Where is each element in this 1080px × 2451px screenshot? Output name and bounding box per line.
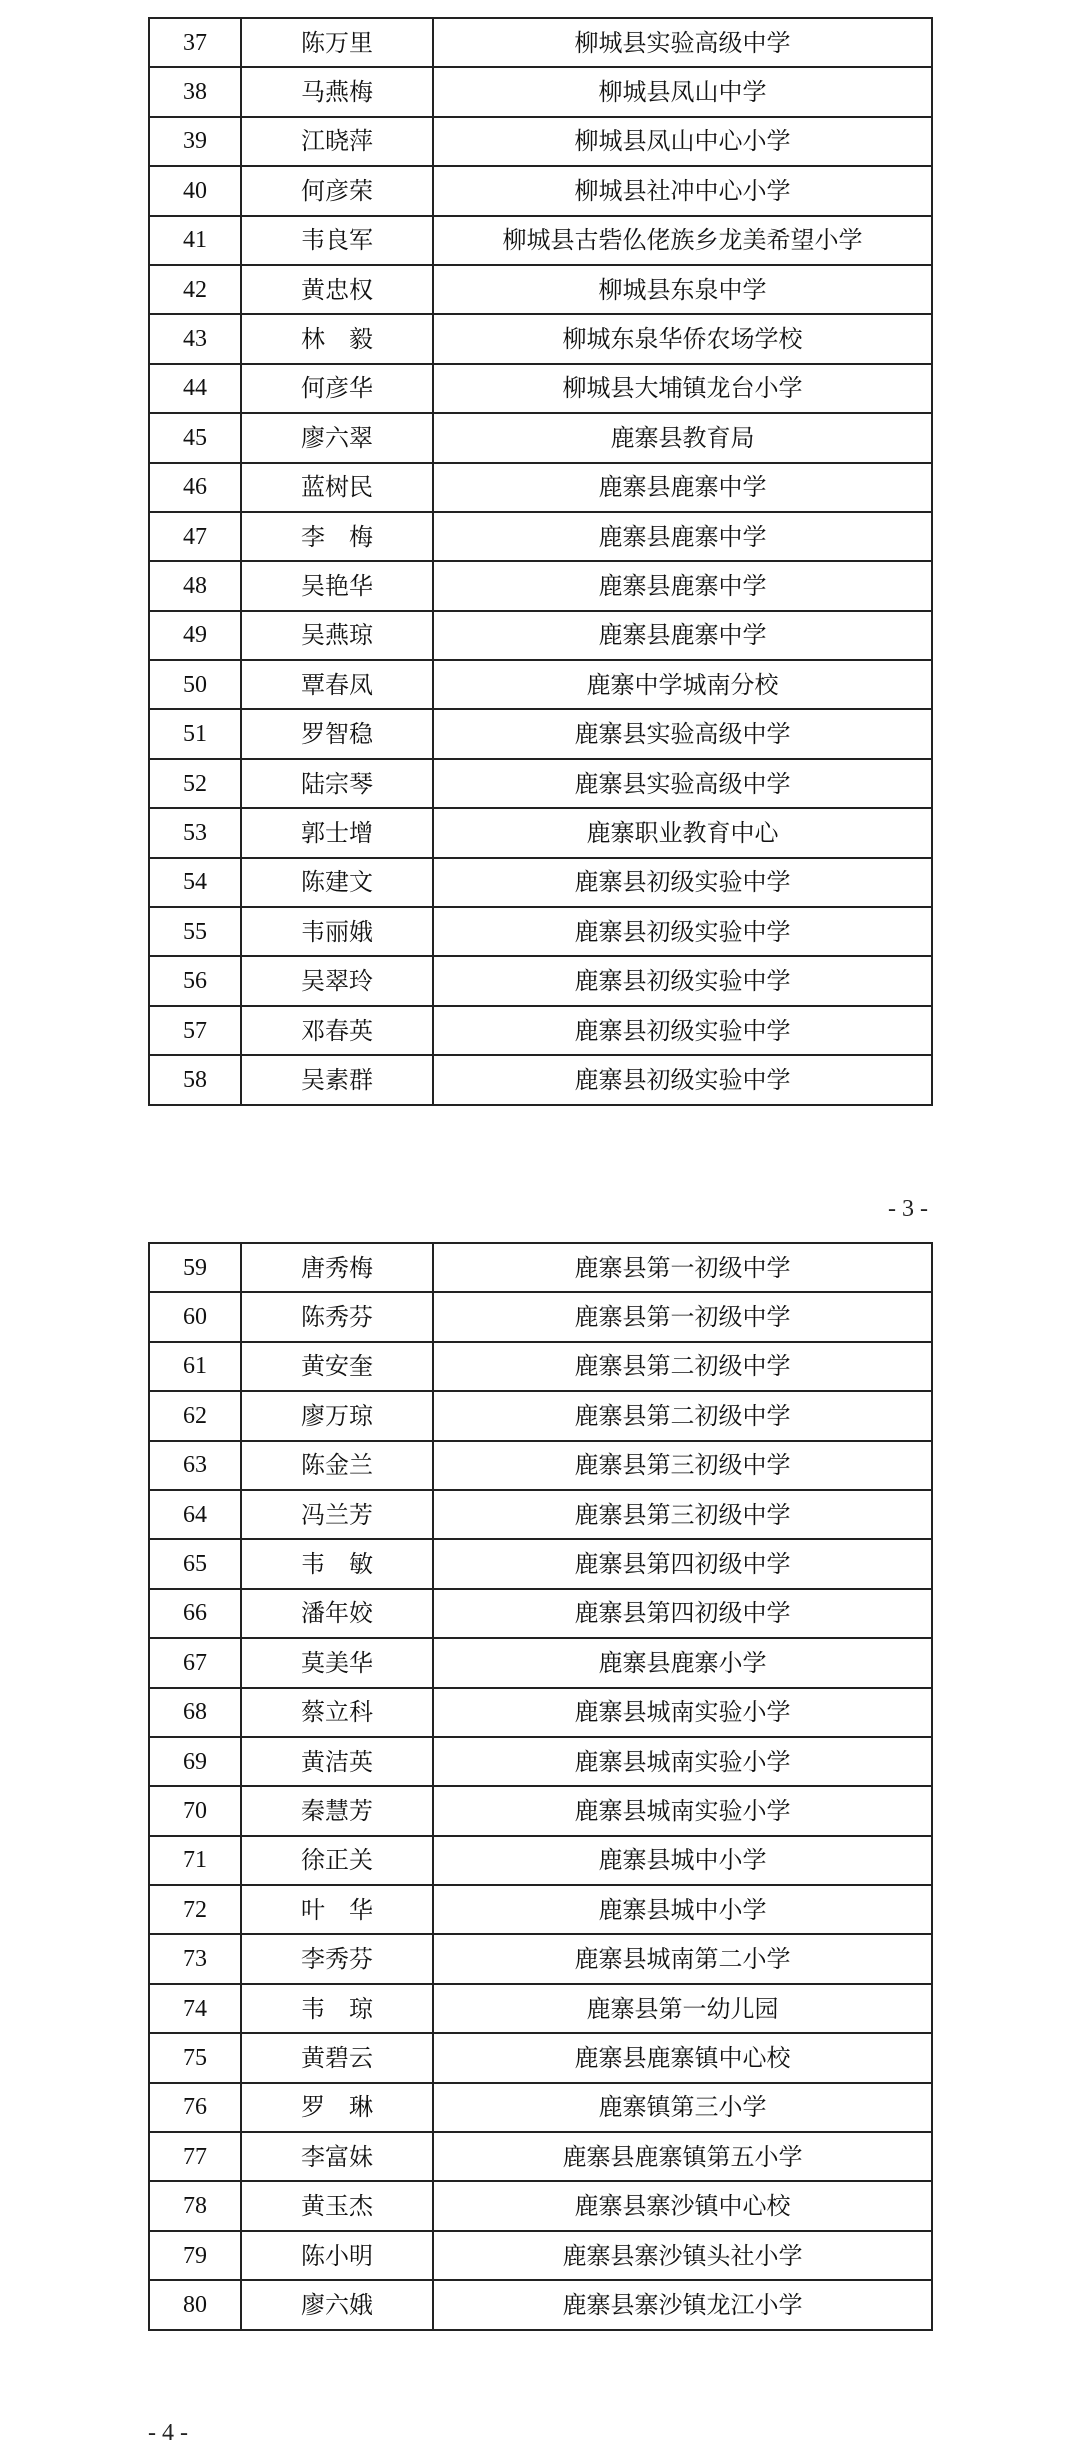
person-name-cell: 廖六娥 (241, 2280, 433, 2329)
work-unit-cell: 鹿寨县第三初级中学 (433, 1490, 932, 1539)
work-unit-cell: 柳城县凤山中心小学 (433, 117, 932, 166)
person-name-cell: 吴燕琼 (241, 611, 433, 660)
table-row (149, 1342, 932, 1391)
row-number-cell: 54 (149, 858, 241, 907)
row-number-cell: 45 (149, 413, 241, 462)
work-unit-cell: 鹿寨县城中小学 (433, 1836, 932, 1885)
row-number-cell: 51 (149, 709, 241, 758)
table-row (149, 18, 932, 67)
person-name-cell: 黄碧云 (241, 2033, 433, 2082)
person-name-cell: 陈秀芬 (241, 1292, 433, 1341)
person-name-cell: 邓春英 (241, 1006, 433, 1055)
person-name-cell: 黄安奎 (241, 1342, 433, 1391)
person-name-cell: 徐正关 (241, 1836, 433, 1885)
table-row (149, 1292, 932, 1341)
person-name-cell: 郭士增 (241, 808, 433, 857)
roster-table-body (149, 18, 932, 1105)
row-number-cell: 72 (149, 1885, 241, 1934)
row-number-cell: 60 (149, 1292, 241, 1341)
person-name-cell: 陈金兰 (241, 1441, 433, 1490)
table-row (149, 808, 932, 857)
person-name-cell: 吴翠玲 (241, 956, 433, 1005)
work-unit-cell: 鹿寨县第四初级中学 (433, 1589, 932, 1638)
row-number-cell: 77 (149, 2132, 241, 2181)
table-row (149, 956, 932, 1005)
work-unit-cell: 鹿寨县城南第二小学 (433, 1934, 932, 1983)
row-number-cell: 74 (149, 1984, 241, 2033)
row-number-cell: 52 (149, 759, 241, 808)
row-number-cell: 56 (149, 956, 241, 1005)
person-name-cell: 潘年姣 (241, 1589, 433, 1638)
work-unit-cell: 鹿寨县第四初级中学 (433, 1539, 932, 1588)
person-name-cell: 罗 琳 (241, 2083, 433, 2132)
row-number-cell: 44 (149, 364, 241, 413)
table-row (149, 512, 932, 561)
person-name-cell: 陈小明 (241, 2231, 433, 2280)
work-unit-cell: 鹿寨县鹿寨中学 (433, 611, 932, 660)
row-number-cell: 76 (149, 2083, 241, 2132)
person-name-cell: 莫美华 (241, 1638, 433, 1687)
row-number-cell: 55 (149, 907, 241, 956)
table-row (149, 1688, 932, 1737)
row-number-cell: 69 (149, 1737, 241, 1786)
table-row (149, 1885, 932, 1934)
page-number: - 3 - (888, 1196, 928, 1222)
work-unit-cell: 柳城县大埔镇龙台小学 (433, 364, 932, 413)
work-unit-cell: 鹿寨县实验高级中学 (433, 759, 932, 808)
work-unit-cell: 鹿寨县第二初级中学 (433, 1342, 932, 1391)
work-unit-cell: 柳城县实验高级中学 (433, 18, 932, 67)
row-number-cell: 50 (149, 660, 241, 709)
row-number-cell: 58 (149, 1055, 241, 1104)
work-unit-cell: 柳城东泉华侨农场学校 (433, 314, 932, 363)
table-row (149, 1539, 932, 1588)
person-name-cell: 陈万里 (241, 18, 433, 67)
person-name-cell: 吴艳华 (241, 561, 433, 610)
row-number-cell: 66 (149, 1589, 241, 1638)
row-number-cell: 39 (149, 117, 241, 166)
work-unit-cell: 鹿寨县初级实验中学 (433, 858, 932, 907)
table-row (149, 1589, 932, 1638)
row-number-cell: 48 (149, 561, 241, 610)
person-name-cell: 韦丽娥 (241, 907, 433, 956)
person-name-cell: 李富妹 (241, 2132, 433, 2181)
row-number-cell: 65 (149, 1539, 241, 1588)
person-name-cell: 何彦荣 (241, 166, 433, 215)
row-number-cell: 78 (149, 2181, 241, 2230)
table-row (149, 2231, 932, 2280)
table-row (149, 2033, 932, 2082)
row-number-cell: 38 (149, 67, 241, 116)
person-name-cell: 黄洁英 (241, 1737, 433, 1786)
work-unit-cell: 柳城县东泉中学 (433, 265, 932, 314)
table-row (149, 1934, 932, 1983)
roster-table-page-4 (148, 1242, 933, 2331)
table-row (149, 2280, 932, 2329)
row-number-cell: 63 (149, 1441, 241, 1490)
work-unit-cell: 鹿寨县初级实验中学 (433, 1006, 932, 1055)
row-number-cell: 67 (149, 1638, 241, 1687)
table-row (149, 1006, 932, 1055)
table-row (149, 1055, 932, 1104)
table-row (149, 1836, 932, 1885)
work-unit-cell: 鹿寨县鹿寨镇第五小学 (433, 2132, 932, 2181)
row-number-cell: 42 (149, 265, 241, 314)
work-unit-cell: 鹿寨职业教育中心 (433, 808, 932, 857)
work-unit-cell: 鹿寨县寨沙镇头社小学 (433, 2231, 932, 2280)
work-unit-cell: 鹿寨县寨沙镇龙江小学 (433, 2280, 932, 2329)
work-unit-cell: 鹿寨县初级实验中学 (433, 907, 932, 956)
row-number-cell: 62 (149, 1391, 241, 1440)
work-unit-cell: 鹿寨县城中小学 (433, 1885, 932, 1934)
work-unit-cell: 鹿寨县第一初级中学 (433, 1243, 932, 1292)
work-unit-cell: 鹿寨县鹿寨中学 (433, 561, 932, 610)
person-name-cell: 江晓萍 (241, 117, 433, 166)
person-name-cell: 韦良军 (241, 216, 433, 265)
work-unit-cell: 鹿寨县第三初级中学 (433, 1441, 932, 1490)
table-row (149, 166, 932, 215)
table-row (149, 1984, 932, 2033)
row-number-cell: 40 (149, 166, 241, 215)
row-number-cell: 53 (149, 808, 241, 857)
row-number-cell: 79 (149, 2231, 241, 2280)
person-name-cell: 陆宗琴 (241, 759, 433, 808)
work-unit-cell: 鹿寨镇第三小学 (433, 2083, 932, 2132)
person-name-cell: 吴素群 (241, 1055, 433, 1104)
person-name-cell: 廖万琼 (241, 1391, 433, 1440)
table-row (149, 1243, 932, 1292)
person-name-cell: 秦慧芳 (241, 1786, 433, 1835)
table-row (149, 611, 932, 660)
table-row (149, 709, 932, 758)
row-number-cell: 47 (149, 512, 241, 561)
table-row (149, 1638, 932, 1687)
row-number-cell: 49 (149, 611, 241, 660)
person-name-cell: 李 梅 (241, 512, 433, 561)
row-number-cell: 75 (149, 2033, 241, 2082)
table-row (149, 2181, 932, 2230)
person-name-cell: 蓝树民 (241, 463, 433, 512)
roster-table-page-3 (148, 17, 933, 1106)
person-name-cell: 何彦华 (241, 364, 433, 413)
work-unit-cell: 鹿寨县教育局 (433, 413, 932, 462)
table-row (149, 858, 932, 907)
person-name-cell: 韦 敏 (241, 1539, 433, 1588)
row-number-cell: 46 (149, 463, 241, 512)
table-row (149, 2083, 932, 2132)
work-unit-cell: 柳城县古砦仫佬族乡龙美希望小学 (433, 216, 932, 265)
work-unit-cell: 鹿寨县第二初级中学 (433, 1391, 932, 1440)
row-number-cell: 41 (149, 216, 241, 265)
table-row (149, 364, 932, 413)
table-row (149, 463, 932, 512)
table-row (149, 1490, 932, 1539)
person-name-cell: 韦 琼 (241, 1984, 433, 2033)
person-name-cell: 廖六翠 (241, 413, 433, 462)
person-name-cell: 叶 华 (241, 1885, 433, 1934)
work-unit-cell: 鹿寨县初级实验中学 (433, 956, 932, 1005)
table-row (149, 2132, 932, 2181)
table-row (149, 117, 932, 166)
table-row (149, 413, 932, 462)
table-row (149, 216, 932, 265)
table-row (149, 67, 932, 116)
row-number-cell: 57 (149, 1006, 241, 1055)
table-row (149, 660, 932, 709)
person-name-cell: 黄玉杰 (241, 2181, 433, 2230)
roster-table-body (149, 1243, 932, 2330)
work-unit-cell: 柳城县社冲中心小学 (433, 166, 932, 215)
person-name-cell: 罗智稳 (241, 709, 433, 758)
table-row (149, 314, 932, 363)
page-number: - 4 - (148, 2420, 188, 2446)
table-row (149, 1441, 932, 1490)
person-name-cell: 蔡立科 (241, 1688, 433, 1737)
work-unit-cell: 鹿寨县初级实验中学 (433, 1055, 932, 1104)
work-unit-cell: 鹿寨县鹿寨镇中心校 (433, 2033, 932, 2082)
work-unit-cell: 鹿寨县鹿寨中学 (433, 463, 932, 512)
person-name-cell: 唐秀梅 (241, 1243, 433, 1292)
person-name-cell: 李秀芬 (241, 1934, 433, 1983)
row-number-cell: 68 (149, 1688, 241, 1737)
work-unit-cell: 鹿寨县鹿寨中学 (433, 512, 932, 561)
row-number-cell: 64 (149, 1490, 241, 1539)
person-name-cell: 陈建文 (241, 858, 433, 907)
work-unit-cell: 鹿寨县鹿寨小学 (433, 1638, 932, 1687)
work-unit-cell: 鹿寨县城南实验小学 (433, 1737, 932, 1786)
table-row (149, 265, 932, 314)
row-number-cell: 70 (149, 1786, 241, 1835)
person-name-cell: 黄忠权 (241, 265, 433, 314)
work-unit-cell: 鹿寨县寨沙镇中心校 (433, 2181, 932, 2230)
row-number-cell: 43 (149, 314, 241, 363)
table-row (149, 907, 932, 956)
work-unit-cell: 鹿寨中学城南分校 (433, 660, 932, 709)
work-unit-cell: 鹿寨县第一初级中学 (433, 1292, 932, 1341)
work-unit-cell: 鹿寨县实验高级中学 (433, 709, 932, 758)
table-row (149, 561, 932, 610)
table-row (149, 1737, 932, 1786)
person-name-cell: 马燕梅 (241, 67, 433, 116)
table-row (149, 1786, 932, 1835)
person-name-cell: 冯兰芳 (241, 1490, 433, 1539)
row-number-cell: 59 (149, 1243, 241, 1292)
row-number-cell: 73 (149, 1934, 241, 1983)
person-name-cell: 覃春凤 (241, 660, 433, 709)
row-number-cell: 71 (149, 1836, 241, 1885)
row-number-cell: 37 (149, 18, 241, 67)
work-unit-cell: 鹿寨县第一幼儿园 (433, 1984, 932, 2033)
table-row (149, 759, 932, 808)
table-row (149, 1391, 932, 1440)
row-number-cell: 61 (149, 1342, 241, 1391)
row-number-cell: 80 (149, 2280, 241, 2329)
work-unit-cell: 鹿寨县城南实验小学 (433, 1786, 932, 1835)
person-name-cell: 林 毅 (241, 314, 433, 363)
work-unit-cell: 柳城县凤山中学 (433, 67, 932, 116)
work-unit-cell: 鹿寨县城南实验小学 (433, 1688, 932, 1737)
